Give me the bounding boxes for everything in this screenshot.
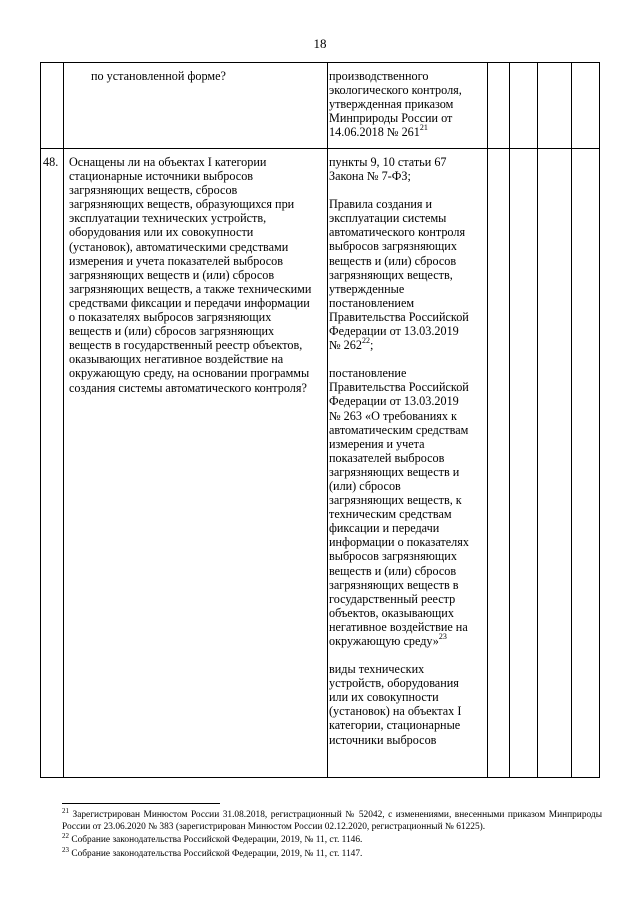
question-text: Оснащены ли на объектах I категории стационарные источники выбросов загрязняющих веществ, сбросов загрязняющих веществ, образующихся при эксплуатации технических устройств, оборудования или их совокупности (установок), автоматическими средствами измерения и учета показателей выбросов загрязняющих веществ и (или) сбросов загрязняющих веществ, а также техническими средствами фиксации и передачи информации о показателях выбросов загрязняющих веществ и (или) сбросов загрязняющих веществ в государственный реестр объектов, оказывающих негативное воздействие на окружающую среду, на основании программы создания системы автоматического контроля? [69, 155, 312, 395]
footnote-mark: 21 [419, 123, 428, 133]
footnote-text: Собрание законодательства Российской Федерации, 2019, № 11, ст. 1147. [71, 848, 363, 859]
reference-item [329, 69, 489, 139]
reference-item [329, 366, 489, 648]
footnote [62, 806, 602, 833]
row-references [329, 69, 489, 139]
footnote-separator [62, 803, 220, 804]
question-text: по установленной форме? [91, 69, 226, 83]
row-question [69, 69, 331, 83]
footnotes [62, 806, 602, 862]
reference-item [329, 662, 489, 747]
footnote-mark: 23 [438, 631, 447, 641]
footnote-number: 21 [62, 806, 69, 815]
footnote-text: Собрание законодательства Российской Федерации, 2019, № 11, ст. 1146. [71, 835, 363, 846]
reference-text: виды технических устройств, оборудования или их совокупности (установок) на объектах I категории, стационарные источники выбросов [329, 662, 462, 747]
reference-text: производственного экологического контроля, утвержденная приказом Минприроды России от 14.06.2018 № 261 [329, 69, 462, 140]
footnote-mark: 22 [361, 336, 370, 346]
reference-item [329, 155, 489, 183]
reference-text: Правила создания и эксплуатации системы автоматического контроля выбросов загрязняющих веществ и (или) сбросов загрязняющих веществ, утвержденные постановлением Правительства Российской Федерации от 13.03.2019 № 262 [329, 197, 469, 353]
row-number: 48. [43, 155, 59, 169]
footnote-text: Зарегистрирован Минюстом России 31.08.2018, регистрационный № 52042, с изменениями, внесенными приказом Минприроды России от 23.06.2020 № 383 (зарегистрирован Минюстом России 02.12.2020, регистрационный № 61225). [62, 810, 602, 832]
column-divider [509, 63, 510, 777]
reference-item [329, 197, 489, 352]
page-number: 18 [313, 36, 327, 51]
requirements-table [40, 62, 600, 778]
column-divider [537, 63, 538, 777]
footnote-number: 23 [62, 845, 69, 854]
reference-text: пункты 9, 10 статьи 67 Закона № 7-ФЗ; [329, 155, 447, 184]
row-references [329, 155, 489, 747]
column-divider [571, 63, 572, 777]
row-divider [41, 148, 599, 149]
reference-suffix: ; [369, 338, 374, 353]
reference-text: постановление Правительства Российской Федерации от 13.03.2019 № 263 «О требованиях к автоматическим средствам измерения и учета показателей выбросов загрязняющих веществ и (или) сбросов загрязняющих веществ, к техническим средствам фиксации и передачи информации о показателях выбросов загрязняющих веществ и (или) сбросов загрязняющих веществ в государственный реестр объектов, оказывающих негативное воздействие на окружающую среду» [329, 366, 469, 648]
footnote-number: 22 [62, 832, 69, 841]
column-divider [63, 63, 64, 777]
row-question [69, 155, 331, 395]
footnote [62, 832, 602, 847]
footnote [62, 845, 602, 861]
